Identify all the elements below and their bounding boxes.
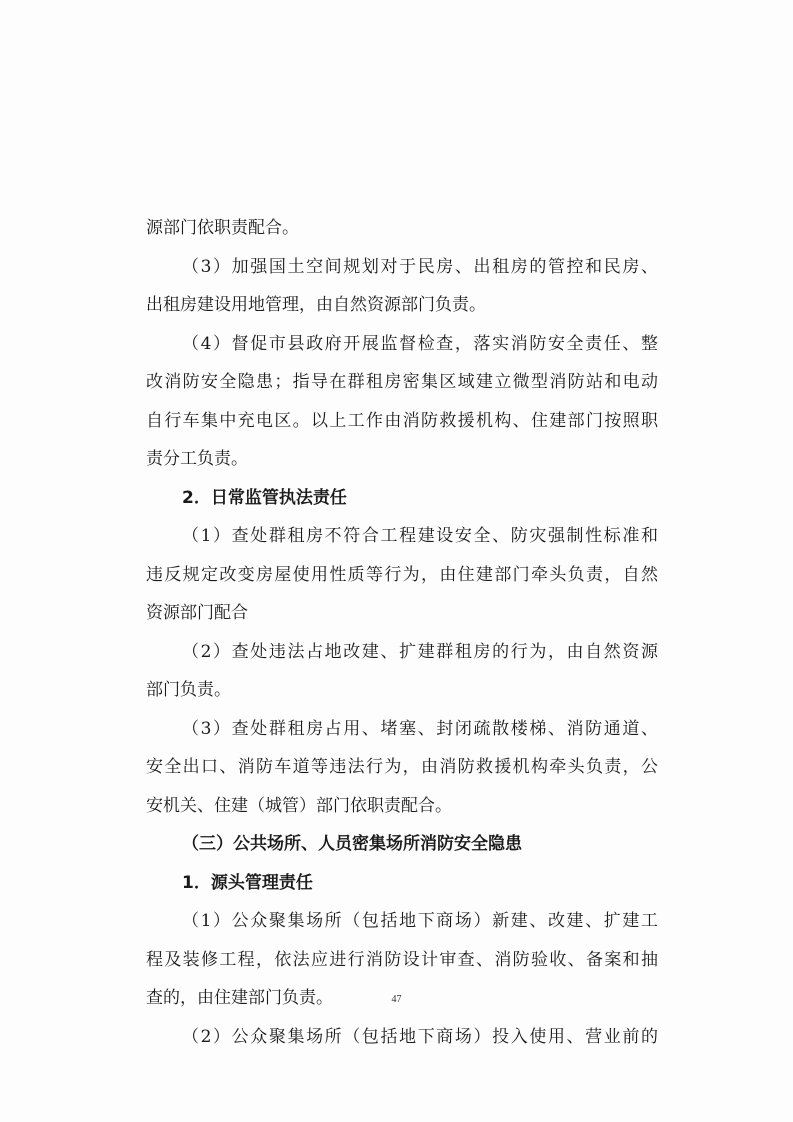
text-line: 程及装修工程，依法应进行消防设计审查、消防验收、备案和抽 (146, 949, 658, 970)
text-line: （4）督促市县政府开展监督检查，落实消防安全责任、整 (182, 333, 658, 354)
text-line: （2）查处违法占地改建、扩建群租房的行为，由自然资源 (182, 641, 658, 662)
section-heading: 2．日常监管执法责任 (182, 487, 347, 508)
text-line: 改消防安全隐患；指导在群租房密集区域建立微型消防站和电动 (146, 372, 658, 392)
text-line: 源部门依职责配合。 (146, 218, 299, 238)
text-line: 部门负责。 (146, 680, 231, 700)
text-line: （2）公众聚集场所（包括地下商场）投入使用、营业前的 (182, 1026, 658, 1047)
document-body (146, 209, 658, 1056)
text-line: （3）查处群租房占用、堵塞、封闭疏散楼梯、消防通道、 (182, 718, 658, 739)
text-line: （3）加强国土空间规划对于民房、出租房的管控和民房、 (182, 256, 658, 277)
section-heading: 1．源头管理责任 (182, 872, 313, 893)
text-line: 安全出口、消防车道等违法行为，由消防救援机构牵头负责，公 (146, 757, 658, 777)
page-number: 47 (391, 994, 402, 1005)
text-line: 责分工负责。 (146, 449, 248, 469)
text-line: 查的，由住建部门负责。 (146, 988, 333, 1008)
text-line: （1）查处群租房不符合工程建设安全、防灾强制性标准和 (182, 526, 658, 546)
text-line: 自行车集中充电区。以上工作由消防救援机构、住建部门按照职 (146, 410, 658, 431)
section-heading: （三）公共场所、人员密集场所消防安全隐患 (182, 834, 522, 854)
text-line: 出租房建设用地管理，由自然资源部门负责。 (146, 295, 486, 315)
text-line: （1）公众聚集场所（包括地下商场）新建、改建、扩建工 (182, 911, 658, 931)
text-line: 安机关、住建（城管）部门依职责配合。 (146, 795, 452, 816)
text-line: 违反规定改变房屋使用性质等行为，由住建部门牵头负责，自然 (146, 564, 658, 585)
text-line: 资源部门配合 (146, 603, 248, 623)
